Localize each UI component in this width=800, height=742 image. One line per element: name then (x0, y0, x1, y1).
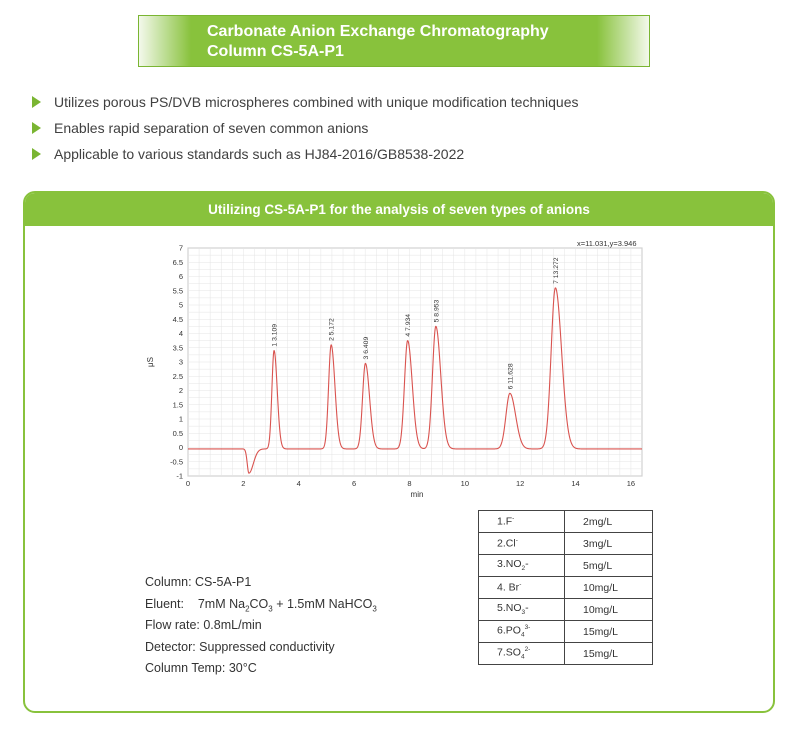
y-tick-label: 6.5 (172, 257, 183, 267)
y-tick-label: 2 (178, 386, 183, 395)
temperature-condition: Column Temp: 30°C (145, 661, 257, 675)
peak-label: 1 3.109 (271, 323, 279, 347)
anion-cell (479, 533, 565, 555)
table-row (479, 533, 653, 555)
page-title (207, 22, 627, 62)
anion-cell (479, 621, 565, 643)
x-tick-label: 2 (241, 479, 246, 488)
peak-label: 3 6.409 (362, 336, 370, 360)
table-row (479, 511, 653, 533)
x-tick-label: 6 (352, 479, 357, 488)
eluent-part-a: 7mM Na (197, 596, 246, 611)
peak-label: 7 13.272 (552, 257, 560, 284)
arrow-right-icon (32, 122, 41, 134)
feature-item (32, 89, 578, 115)
y-tick-label: 7 (178, 243, 183, 253)
x-tick-label: 14 (571, 479, 580, 488)
y-tick-label: 6 (178, 272, 183, 281)
y-tick-label: 1.5 (172, 400, 183, 410)
table-row (479, 643, 653, 665)
eluent-sub-c: 3 (372, 604, 377, 613)
eluent-part-c: + 1.5mM NaHCO (272, 596, 373, 611)
y-tick-label: 1 (178, 414, 183, 424)
peak-label: 6 11.628 (507, 363, 515, 390)
anion-cell (479, 511, 565, 533)
table-row (479, 577, 653, 599)
y-tick-label: -1 (176, 471, 183, 481)
anion-name: 7.SO (497, 646, 521, 659)
eluent-label: Eluent: (145, 596, 184, 611)
title-banner (138, 15, 650, 67)
arrow-right-icon (32, 96, 41, 108)
table-row (479, 599, 653, 621)
feature-text: Enables rapid separation of seven common anions (54, 120, 369, 136)
anion-name: 6.PO (497, 624, 521, 637)
anion-subscript: 4 (520, 631, 525, 639)
anion-name: 3.NO (497, 558, 522, 571)
concentration-cell: 3mg/L (565, 533, 653, 555)
eluent-condition (145, 597, 377, 619)
anion-subscript: 2 (521, 565, 526, 573)
x-tick-label: 12 (516, 479, 525, 488)
x-tick-label: 0 (185, 479, 191, 488)
eluent-sub-b: 3 (268, 604, 273, 613)
concentration-cell: 2mg/L (565, 511, 653, 533)
anion-name: 1.F (497, 515, 513, 528)
feature-item (32, 141, 578, 167)
banner-fade-left (139, 16, 191, 66)
concentration-cell: 15mg/L (565, 621, 653, 643)
feature-list (32, 89, 578, 167)
y-tick-label: 3 (178, 357, 183, 367)
concentration-cell: 10mg/L (565, 599, 653, 621)
y-tick-label: 5 (178, 300, 183, 310)
y-tick-label: 4.5 (172, 314, 183, 324)
table-row (479, 555, 653, 577)
x-tick-label: 8 (407, 479, 412, 488)
card-header: Utilizing CS-5A-P1 for the analysis of seven types of anions (25, 193, 773, 226)
concentration-cell: 5mg/L (565, 555, 653, 577)
x-axis-label: min (410, 490, 424, 499)
peak-label: 5 8.953 (433, 299, 441, 323)
cursor-readout: x=11.031,y=3.946 (577, 239, 637, 248)
y-tick-label: 4 (178, 329, 183, 338)
feature-text: Utilizes porous PS/DVB microspheres combined with unique modification techniques (54, 94, 579, 110)
x-tick-label: 4 (296, 479, 301, 488)
concentration-cell: 15mg/L (565, 643, 653, 665)
anion-cell (479, 599, 565, 621)
eluent-part-b: CO (249, 596, 269, 611)
feature-text: Applicable to various standards such as HJ84-2016/GB8538-2022 (54, 146, 465, 162)
anion-charge: - (515, 537, 518, 545)
anion-charge: 3- (524, 624, 531, 632)
y-tick-label: 3.5 (172, 343, 183, 353)
anion-cell (479, 643, 565, 665)
anion-charge: - (525, 602, 529, 615)
anion-cell (479, 577, 565, 599)
y-tick-label: 0.5 (172, 428, 183, 438)
eluent-sub-a: 2 (245, 604, 250, 613)
concentration-cell: 10mg/L (565, 577, 653, 599)
anion-charge: - (512, 515, 515, 523)
anion-subscript: 4 (520, 653, 525, 661)
anion-charge: - (525, 558, 529, 571)
page-title-line1: Carbonate Anion Exchange Chromatography (207, 23, 549, 40)
peak-label: 4 7.934 (405, 313, 413, 337)
x-tick-label: 16 (626, 479, 636, 488)
detector-condition: Detector: Suppressed conductivity (145, 639, 335, 654)
peak-label: 2 5.172 (328, 318, 336, 341)
anion-name: 5.NO (497, 602, 522, 615)
anion-name: 2.Cl (497, 537, 516, 550)
flow-rate-condition: Flow rate: 0.8mL/min (145, 618, 262, 632)
anion-cell (479, 555, 565, 577)
chromatogram-chart (145, 238, 645, 503)
table-row (479, 621, 653, 643)
arrow-right-icon (32, 148, 41, 160)
y-tick-label: 0 (178, 443, 183, 452)
y-tick-label: -0.5 (170, 457, 183, 467)
y-tick-label: 5.5 (172, 286, 183, 296)
page-title-line2: Column CS-5A-P1 (207, 43, 344, 60)
column-condition: Column: CS-5A-P1 (145, 575, 252, 589)
feature-item (32, 115, 578, 141)
anion-subscript: 3 (521, 609, 526, 617)
anion-concentration-table (478, 510, 653, 665)
anion-charge: - (519, 581, 522, 589)
y-axis-label: μS (146, 357, 155, 367)
x-tick-label: 10 (460, 479, 470, 488)
anion-name: 4. Br (497, 581, 520, 594)
method-conditions (145, 575, 377, 683)
y-tick-label: 2.5 (172, 371, 183, 381)
anion-charge: 2- (524, 646, 531, 654)
